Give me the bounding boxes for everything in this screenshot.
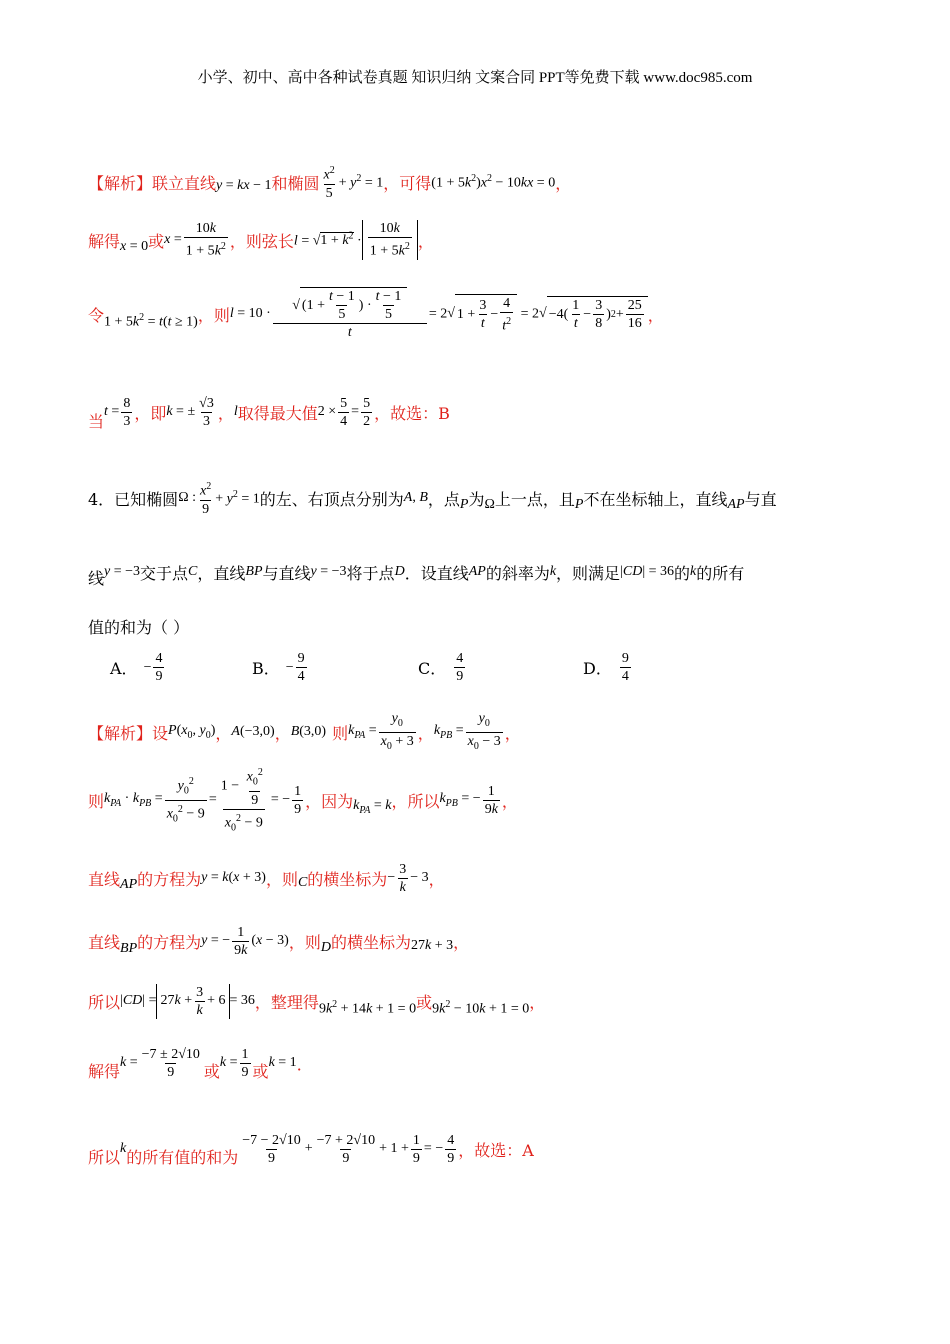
- text: 则: [332, 723, 349, 743]
- option-label: C．: [418, 659, 447, 678]
- text: 或: [416, 992, 433, 1012]
- text: ，: [647, 305, 664, 325]
- formula-fraction: $\frac{-7 - 2√10}{9}$: [242, 1132, 301, 1166]
- formula: +: [304, 1141, 313, 1156]
- formula: Ω: [484, 497, 495, 512]
- option-d[interactable]: [583, 650, 633, 685]
- formula-fraction: $\frac{4}{9}$: [447, 1132, 455, 1166]
- formula-fraction: $\frac{1}{9k}$: [234, 924, 248, 958]
- text: 值的和为（ ）: [88, 617, 190, 637]
- formula: D: [320, 940, 331, 955]
- formula-fraction: $\frac{10k}{1 + 5k^2}$: [185, 221, 226, 259]
- formula: $P(x_0$, $y_0$): [168, 723, 216, 741]
- text: ．: [296, 1054, 313, 1074]
- formula: Ω :: [178, 490, 196, 505]
- text: 的横坐标为: [307, 869, 388, 889]
- formula: k: [690, 564, 697, 579]
- formula: $k_{PA}$ =: [348, 723, 377, 741]
- text: ，整理得: [254, 992, 319, 1012]
- text: 的斜率为: [485, 563, 550, 583]
- formula: y = −3: [310, 564, 347, 579]
- text: 当: [88, 411, 105, 431]
- formula: C: [297, 875, 308, 890]
- formula: + 1 +: [379, 1141, 409, 1156]
- formula: =: [351, 404, 360, 419]
- text: ．设直线: [404, 563, 469, 583]
- sol4-line-6: [88, 1038, 888, 1088]
- formula-fraction: √ (1 + $\frac{t - 1}{5}$ ) · $\frac{t - 1}{5}$ t: [273, 287, 427, 341]
- formula: k =: [219, 1055, 238, 1070]
- text: 的方程为: [137, 869, 202, 889]
- formula: k: [120, 1141, 127, 1156]
- text: ，: [274, 723, 291, 743]
- text: 的所有值的和为: [126, 1147, 239, 1167]
- formula: − 3: [410, 870, 429, 885]
- text: ，: [529, 992, 546, 1012]
- option-label: A．: [110, 659, 138, 678]
- option-b[interactable]: [252, 650, 309, 685]
- text: ，则满足: [556, 563, 621, 583]
- formula: BP: [120, 941, 138, 956]
- formula: $(1 + 5k^2)x^2 - 10kx = 0$: [431, 172, 556, 191]
- text: ，: [417, 723, 434, 743]
- text: ，所以: [391, 791, 440, 811]
- formula: A, B: [403, 490, 428, 505]
- formula: t =: [104, 404, 120, 419]
- formula: AP: [120, 877, 138, 892]
- text: ，: [215, 723, 232, 743]
- text: ，: [501, 791, 518, 811]
- text: 和椭圆: [271, 173, 320, 193]
- formula-fraction: 1 − $\frac{x_0^2}{9}$ $x_0^2 - 9$: [219, 764, 269, 836]
- formula: k: [549, 564, 557, 579]
- formula: −: [387, 870, 396, 885]
- text: ，: [555, 173, 572, 193]
- formula: BP: [245, 564, 263, 579]
- formula-fraction: $\frac{y_0}{x_0 + 3}$: [379, 710, 416, 755]
- q4-line-1: [88, 478, 888, 518]
- sol4-line-5: [88, 978, 888, 1024]
- text: 线: [88, 568, 105, 588]
- text: 或: [203, 1061, 220, 1081]
- formula: x = 0: [120, 239, 149, 254]
- formula: $k_{PB}$ =: [433, 723, 464, 741]
- text: 取得最大值: [237, 403, 318, 423]
- text: 或: [148, 231, 165, 251]
- text: ，即: [134, 403, 167, 423]
- sol4-line-7: [88, 1124, 888, 1174]
- text: ，: [453, 932, 470, 952]
- text: 令: [88, 305, 105, 325]
- formula: =: [208, 792, 217, 807]
- formula: AP: [727, 497, 745, 512]
- formula: k = ±: [166, 404, 196, 419]
- text: ，则弦长: [229, 231, 294, 251]
- text: ，: [428, 869, 445, 889]
- formula: $k_{PA} \cdot k_{PB}$ =: [104, 791, 163, 809]
- page-header: 小学、初中、高中各种试卷真题 知识归纳 文案合同 PPT等免费下载 www.doc985.com: [197, 70, 753, 86]
- answer-text: ，故选：A: [458, 1140, 534, 1160]
- text: 解得: [88, 1061, 121, 1081]
- text: 不在坐标轴上，直线: [583, 489, 728, 509]
- formula: x =: [164, 232, 182, 247]
- text: 直线: [88, 932, 121, 952]
- analysis-tag: 【解析】: [88, 723, 153, 743]
- text: 的所有: [696, 563, 745, 583]
- text: 为: [468, 489, 485, 509]
- formula: = −: [423, 1141, 444, 1156]
- text: ，因为: [305, 791, 354, 811]
- text: 或: [252, 1061, 269, 1081]
- option-sign: −: [285, 659, 294, 675]
- formula-fraction: $\frac{-7 + 2√10}{9}$: [316, 1132, 376, 1166]
- text: 的: [674, 563, 691, 583]
- formula: A(−3,0): [231, 724, 275, 739]
- option-a[interactable]: [110, 650, 166, 685]
- sol3-line-1: [88, 165, 888, 199]
- text: 的左、右顶点分别为: [259, 489, 404, 509]
- formula-fraction: $\frac{5}{2}$: [363, 395, 371, 429]
- formula: $1 + 5k^2 = t(t \ge 1)$: [104, 311, 198, 330]
- text: ，: [217, 403, 234, 423]
- text: 交于点: [140, 563, 189, 583]
- formula: y = −3: [104, 564, 141, 579]
- text: ，: [417, 231, 434, 251]
- option-fraction: $\frac{9}{4}$: [297, 651, 305, 684]
- text: 与直线: [262, 563, 311, 583]
- text: ，则: [265, 869, 298, 889]
- formula: C: [188, 564, 198, 579]
- analysis-tag: 【解析】: [88, 173, 153, 193]
- formula-abs: $\frac{10k}{1 + 5k^2}$: [362, 220, 418, 260]
- formula: l = 10 ·: [229, 306, 271, 321]
- formula: (x − 3): [251, 933, 289, 948]
- formula-fraction: $\frac{√3}{3}$: [199, 395, 214, 429]
- sol3-line-2: [88, 220, 888, 260]
- text: 联立直线: [152, 173, 217, 193]
- formula-fraction: $\frac{3}{k}$: [399, 861, 407, 895]
- formula: = −: [270, 792, 291, 807]
- text: 解得: [88, 231, 121, 251]
- formula: $l = √1 + k^2$ ·: [293, 230, 362, 249]
- text: 直线: [88, 869, 121, 889]
- formula-fraction: $\frac{1}{9}$: [412, 1132, 420, 1166]
- sol4-line-1: [88, 712, 888, 752]
- formula: |CD| = 36: [620, 564, 675, 579]
- text: 上一点，且: [494, 489, 575, 509]
- option-label: B．: [252, 659, 280, 678]
- formula: l: [233, 404, 238, 419]
- q4-line-2: [88, 555, 888, 589]
- text: 与直: [744, 489, 777, 509]
- formula: P: [459, 497, 469, 512]
- option-fraction: $\frac{9}{4}$: [621, 651, 629, 684]
- formula-abs: 27k + $\frac{3}{k}$ + 6: [156, 984, 229, 1019]
- text: 所以: [88, 992, 121, 1012]
- formula-fraction: $\frac{1}{9}$: [294, 783, 302, 817]
- sol4-line-2: [88, 767, 888, 833]
- text: 的横坐标为: [330, 932, 411, 952]
- formula: k =: [120, 1055, 138, 1070]
- option-c[interactable]: [418, 650, 467, 685]
- formula: = 2√ 1 + $\frac{3}{t}$ − $\frac{4}{t^2}$ = 2√ −4( $\frac{1}{t}$ − $\frac{3}{8}$ ) 2 + $\frac{25}{16}$: [429, 294, 648, 335]
- option-fraction: $\frac{4}{9}$: [456, 651, 464, 684]
- formula-fraction: $\frac{8}{3}$: [123, 395, 131, 429]
- text: 设: [152, 723, 169, 743]
- formula: y = kx − 1: [216, 178, 272, 193]
- formula-fraction: $\frac{y_0^2}{x_0^2 - 9}$: [165, 773, 207, 827]
- text: 的方程为: [137, 932, 202, 952]
- sol3-line-3: [88, 278, 888, 350]
- formula: $9k^2 + 14k + 1 = 0$: [318, 998, 417, 1017]
- formula: 2 ×: [317, 404, 337, 419]
- text: ，则: [197, 305, 230, 325]
- option-fraction: $\frac{4}{9}$: [155, 651, 163, 684]
- formula-fraction: $\frac{1}{9k}$: [484, 783, 498, 817]
- formula: + $y^2 = 1$: [215, 488, 260, 507]
- formula: $k_{PA} = k$: [353, 798, 392, 816]
- text: 则: [88, 791, 105, 811]
- text: 所以: [88, 1147, 121, 1167]
- question-number: 4．已知椭圆: [88, 489, 179, 509]
- formula: y = k(x + 3): [201, 870, 266, 885]
- formula-fraction: $\frac{x^2}{5}$: [323, 165, 335, 201]
- answer-text: ，故选：B: [374, 403, 450, 423]
- formula: $9k^2 - 10k + 1 = 0$: [432, 998, 530, 1017]
- formula: 27k + 3: [410, 938, 454, 953]
- text: 将于点: [346, 563, 395, 583]
- sol4-line-4: [88, 918, 888, 964]
- sol4-line-3: [88, 858, 888, 898]
- formula: k = 1: [268, 1055, 297, 1070]
- formula: D: [394, 564, 405, 579]
- formula-fraction: $\frac{x^2}{9}$: [199, 481, 212, 517]
- formula: AP: [468, 564, 486, 579]
- formula: P: [574, 497, 584, 512]
- option-label: D．: [583, 659, 612, 678]
- formula: |CD| =: [120, 993, 157, 1008]
- formula: y = −: [201, 933, 231, 948]
- formula-fraction: $\frac{5}{4}$: [340, 395, 348, 429]
- formula: $k_{PB}$ = −: [439, 791, 481, 809]
- text: ，可得: [383, 173, 432, 193]
- formula: + $y^2 = 1$: [338, 172, 384, 191]
- text: ，: [504, 723, 521, 743]
- formula-fraction: $\frac{y_0}{x_0 - 3}$: [466, 710, 503, 755]
- formula-fraction: $\frac{1}{9}$: [241, 1046, 249, 1080]
- text: ，则: [288, 932, 321, 952]
- text: ，点: [427, 489, 460, 509]
- formula-fraction: $\frac{-7 \pm 2√10}{9}$: [141, 1046, 200, 1080]
- formula: B(3,0): [290, 724, 327, 739]
- formula: = 36: [229, 993, 255, 1008]
- text: ，直线: [197, 563, 246, 583]
- sol3-line-4: [88, 390, 888, 434]
- q4-line-3: [88, 614, 888, 638]
- option-sign: −: [143, 659, 152, 675]
